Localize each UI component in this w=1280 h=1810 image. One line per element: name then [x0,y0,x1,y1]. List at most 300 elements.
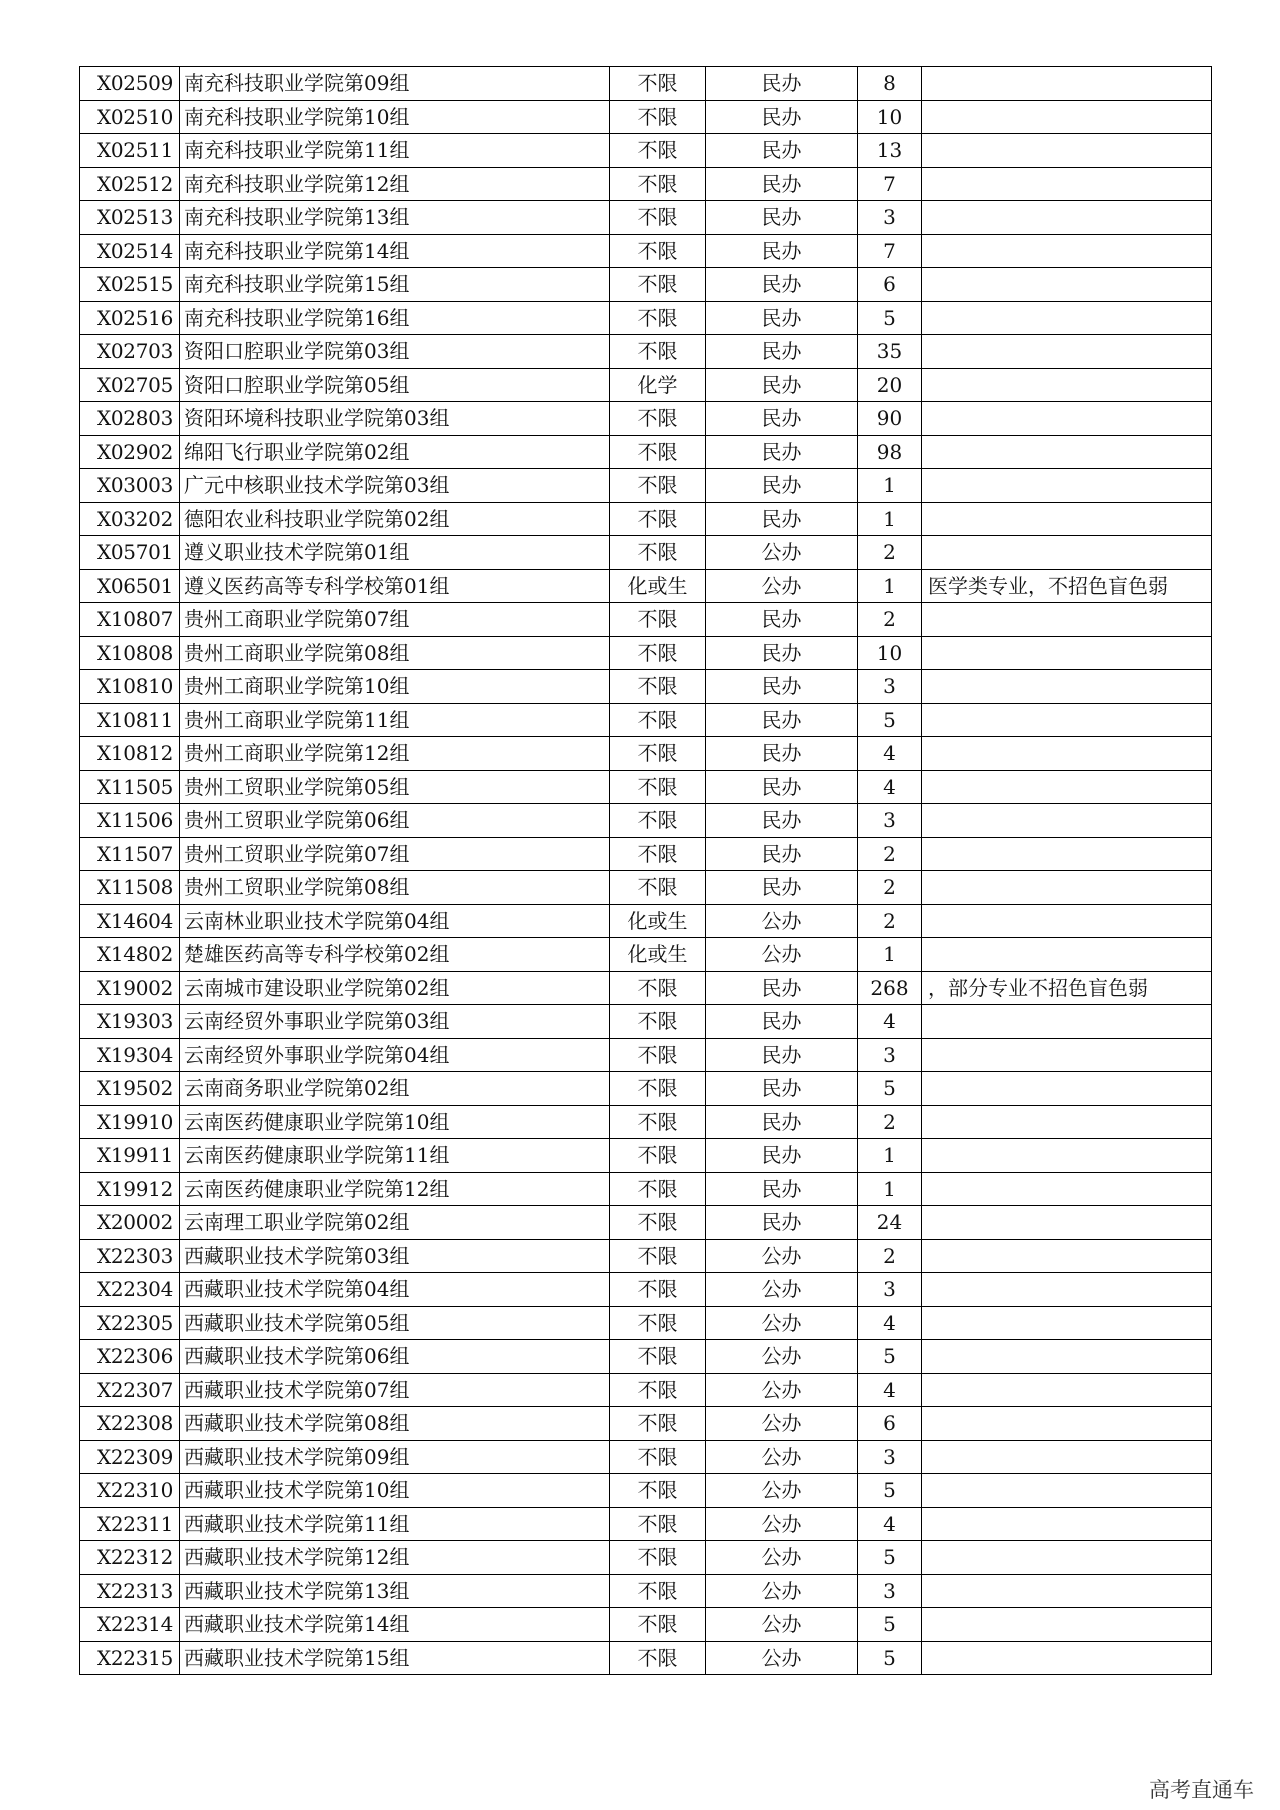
table-row [80,703,1212,737]
table-row [80,268,1212,302]
subject-requirement-cell: 化或生 [610,569,706,603]
group-code-cell: X22312 [80,1541,180,1575]
table-row [80,301,1212,335]
remark-cell [922,1608,1212,1642]
subject-requirement-cell: 不限 [610,603,706,637]
school-type-cell: 民办 [706,1105,858,1139]
college-group-name-cell: 资阳口腔职业学院第05组 [180,368,610,402]
subject-requirement-cell: 不限 [610,1239,706,1273]
table-row [80,1608,1212,1642]
subject-requirement-cell: 不限 [610,335,706,369]
subject-requirement-cell: 不限 [610,837,706,871]
school-type-cell: 民办 [706,167,858,201]
plan-count-cell: 4 [858,1373,922,1407]
college-group-name-cell: 云南经贸外事职业学院第03组 [180,1005,610,1039]
school-type-cell: 民办 [706,1038,858,1072]
remark-cell [922,301,1212,335]
school-type-cell: 民办 [706,234,858,268]
subject-requirement-cell: 不限 [610,1172,706,1206]
college-group-name-cell: 广元中核职业技术学院第03组 [180,469,610,503]
remark-cell [922,770,1212,804]
subject-requirement-cell: 不限 [610,1574,706,1608]
table-row [80,1641,1212,1675]
group-code-cell: X22315 [80,1641,180,1675]
subject-requirement-cell: 不限 [610,1340,706,1374]
remark-cell [922,1172,1212,1206]
group-code-cell: X11506 [80,804,180,838]
school-type-cell: 公办 [706,1507,858,1541]
plan-count-cell: 2 [858,1239,922,1273]
plan-count-cell: 6 [858,268,922,302]
college-group-name-cell: 西藏职业技术学院第04组 [180,1273,610,1307]
school-type-cell: 公办 [706,1541,858,1575]
school-type-cell: 民办 [706,804,858,838]
plan-count-cell: 5 [858,1340,922,1374]
school-type-cell: 民办 [706,502,858,536]
table-row [80,837,1212,871]
table-row [80,167,1212,201]
subject-requirement-cell: 不限 [610,1373,706,1407]
remark-cell [922,1507,1212,1541]
group-code-cell: X22304 [80,1273,180,1307]
table-row [80,603,1212,637]
remark-cell [922,837,1212,871]
school-type-cell: 民办 [706,67,858,101]
group-code-cell: X10811 [80,703,180,737]
plan-count-cell: 5 [858,1641,922,1675]
subject-requirement-cell: 化学 [610,368,706,402]
plan-count-cell: 5 [858,301,922,335]
college-group-name-cell: 贵州工商职业学院第08组 [180,636,610,670]
table-row [80,67,1212,101]
college-group-name-cell: 南充科技职业学院第12组 [180,167,610,201]
group-code-cell: X11505 [80,770,180,804]
remark-cell [922,402,1212,436]
college-group-name-cell: 南充科技职业学院第14组 [180,234,610,268]
school-type-cell: 民办 [706,335,858,369]
subject-requirement-cell: 不限 [610,1072,706,1106]
table-row [80,770,1212,804]
remark-cell [922,234,1212,268]
college-group-name-cell: 资阳环境科技职业学院第03组 [180,402,610,436]
remark-cell [922,871,1212,905]
subject-requirement-cell: 不限 [610,1306,706,1340]
college-group-name-cell: 西藏职业技术学院第03组 [180,1239,610,1273]
remark-cell [922,737,1212,771]
college-group-name-cell: 南充科技职业学院第15组 [180,268,610,302]
school-type-cell: 民办 [706,636,858,670]
table-row [80,402,1212,436]
school-type-cell: 公办 [706,1340,858,1374]
college-group-name-cell: 云南理工职业学院第02组 [180,1206,610,1240]
college-group-name-cell: 南充科技职业学院第16组 [180,301,610,335]
college-group-name-cell: 西藏职业技术学院第15组 [180,1641,610,1675]
remark-cell [922,469,1212,503]
plan-count-cell: 6 [858,1407,922,1441]
table-row [80,502,1212,536]
subject-requirement-cell: 不限 [610,770,706,804]
group-code-cell: X02902 [80,435,180,469]
remark-cell [922,1139,1212,1173]
school-type-cell: 民办 [706,703,858,737]
school-type-cell: 公办 [706,904,858,938]
table-row [80,1474,1212,1508]
group-code-cell: X19912 [80,1172,180,1206]
plan-count-cell: 90 [858,402,922,436]
subject-requirement-cell: 不限 [610,536,706,570]
college-group-name-cell: 德阳农业科技职业学院第02组 [180,502,610,536]
college-group-name-cell: 贵州工商职业学院第07组 [180,603,610,637]
remark-cell [922,670,1212,704]
college-group-name-cell: 贵州工商职业学院第11组 [180,703,610,737]
remark-cell [922,435,1212,469]
plan-count-cell: 10 [858,636,922,670]
school-type-cell: 公办 [706,1306,858,1340]
school-type-cell: 民办 [706,201,858,235]
plan-count-cell: 4 [858,1005,922,1039]
school-type-cell: 公办 [706,1608,858,1642]
plan-count-cell: 2 [858,536,922,570]
college-group-name-cell: 南充科技职业学院第10组 [180,100,610,134]
plan-count-cell: 2 [858,837,922,871]
plan-count-cell: 2 [858,871,922,905]
table-row [80,368,1212,402]
plan-count-cell: 3 [858,804,922,838]
subject-requirement-cell: 不限 [610,201,706,235]
group-code-cell: X11508 [80,871,180,905]
remark-cell [922,1340,1212,1374]
plan-count-cell: 4 [858,1306,922,1340]
subject-requirement-cell: 不限 [610,1440,706,1474]
subject-requirement-cell: 不限 [610,1206,706,1240]
school-type-cell: 民办 [706,1005,858,1039]
school-type-cell: 民办 [706,368,858,402]
college-group-name-cell: 西藏职业技术学院第13组 [180,1574,610,1608]
group-code-cell: X03003 [80,469,180,503]
remark-cell [922,1541,1212,1575]
table-row [80,871,1212,905]
college-group-name-cell: 云南商务职业学院第02组 [180,1072,610,1106]
table-row [80,1373,1212,1407]
school-type-cell: 公办 [706,1273,858,1307]
remark-cell [922,1373,1212,1407]
group-code-cell: X02516 [80,301,180,335]
group-code-cell: X02511 [80,134,180,168]
subject-requirement-cell: 不限 [610,100,706,134]
group-code-cell: X14604 [80,904,180,938]
plan-count-cell: 98 [858,435,922,469]
remark-cell [922,1641,1212,1675]
subject-requirement-cell: 不限 [610,469,706,503]
remark-cell [922,904,1212,938]
remark-cell [922,1574,1212,1608]
plan-count-cell: 3 [858,1038,922,1072]
plan-count-cell: 7 [858,234,922,268]
plan-count-cell: 3 [858,1440,922,1474]
group-code-cell: X22311 [80,1507,180,1541]
school-type-cell: 公办 [706,1641,858,1675]
subject-requirement-cell: 不限 [610,871,706,905]
school-type-cell: 民办 [706,603,858,637]
table-row [80,1507,1212,1541]
remark-cell [922,335,1212,369]
school-type-cell: 民办 [706,1172,858,1206]
plan-count-cell: 5 [858,1608,922,1642]
group-code-cell: X22310 [80,1474,180,1508]
plan-count-cell: 2 [858,603,922,637]
school-type-cell: 公办 [706,569,858,603]
subject-requirement-cell: 不限 [610,971,706,1005]
subject-requirement-cell: 不限 [610,737,706,771]
table-row [80,536,1212,570]
school-type-cell: 民办 [706,737,858,771]
group-code-cell: X19911 [80,1139,180,1173]
remark-cell [922,636,1212,670]
group-code-cell: X10810 [80,670,180,704]
remark-cell [922,1306,1212,1340]
subject-requirement-cell: 不限 [610,636,706,670]
table-row [80,1273,1212,1307]
subject-requirement-cell: 不限 [610,167,706,201]
remark-cell [922,134,1212,168]
subject-requirement-cell: 不限 [610,67,706,101]
table-row [80,100,1212,134]
school-type-cell: 公办 [706,536,858,570]
plan-count-cell: 5 [858,1474,922,1508]
group-code-cell: X10807 [80,603,180,637]
table-row [80,1407,1212,1441]
table-row [80,670,1212,704]
plan-count-cell: 1 [858,1139,922,1173]
plan-count-cell: 4 [858,1507,922,1541]
plan-count-cell: 1 [858,569,922,603]
college-group-name-cell: 绵阳飞行职业学院第02组 [180,435,610,469]
group-code-cell: X11507 [80,837,180,871]
table-row [80,1541,1212,1575]
table-row [80,904,1212,938]
table-row [80,1139,1212,1173]
plan-count-cell: 3 [858,1273,922,1307]
group-code-cell: X02703 [80,335,180,369]
plan-count-cell: 24 [858,1206,922,1240]
remark-cell [922,703,1212,737]
remark-cell: 医学类专业，不招色盲色弱 [922,569,1212,603]
remark-cell [922,536,1212,570]
subject-requirement-cell: 不限 [610,402,706,436]
college-group-name-cell: 云南林业职业技术学院第04组 [180,904,610,938]
group-code-cell: X03202 [80,502,180,536]
college-group-name-cell: 西藏职业技术学院第08组 [180,1407,610,1441]
group-code-cell: X02513 [80,201,180,235]
college-group-name-cell: 贵州工贸职业学院第07组 [180,837,610,871]
school-type-cell: 民办 [706,435,858,469]
plan-count-cell: 20 [858,368,922,402]
group-code-cell: X02514 [80,234,180,268]
remark-cell [922,1474,1212,1508]
plan-count-cell: 1 [858,502,922,536]
remark-cell: ，部分专业不招色盲色弱 [922,971,1212,1005]
table-row [80,1072,1212,1106]
watermark-text: 高考直通车 [1149,1778,1254,1802]
college-group-name-cell: 西藏职业技术学院第06组 [180,1340,610,1374]
college-group-name-cell: 资阳口腔职业学院第03组 [180,335,610,369]
table-row [80,469,1212,503]
subject-requirement-cell: 不限 [610,670,706,704]
remark-cell [922,67,1212,101]
group-code-cell: X22307 [80,1373,180,1407]
group-code-cell: X22309 [80,1440,180,1474]
college-group-name-cell: 西藏职业技术学院第14组 [180,1608,610,1642]
school-type-cell: 公办 [706,1239,858,1273]
table-row [80,1574,1212,1608]
remark-cell [922,1072,1212,1106]
table-row [80,1306,1212,1340]
college-group-name-cell: 西藏职业技术学院第07组 [180,1373,610,1407]
subject-requirement-cell: 不限 [610,1407,706,1441]
plan-count-cell: 1 [858,1172,922,1206]
group-code-cell: X22303 [80,1239,180,1273]
school-type-cell: 民办 [706,301,858,335]
table-row [80,1239,1212,1273]
plan-count-cell: 2 [858,904,922,938]
school-type-cell: 公办 [706,1474,858,1508]
group-code-cell: X22308 [80,1407,180,1441]
subject-requirement-cell: 不限 [610,435,706,469]
remark-cell [922,1105,1212,1139]
college-group-name-cell: 西藏职业技术学院第05组 [180,1306,610,1340]
group-code-cell: X19303 [80,1005,180,1039]
school-type-cell: 公办 [706,1407,858,1441]
school-type-cell: 民办 [706,670,858,704]
group-code-cell: X02512 [80,167,180,201]
group-code-cell: X19002 [80,971,180,1005]
school-type-cell: 民办 [706,1072,858,1106]
subject-requirement-cell: 不限 [610,234,706,268]
plan-count-cell: 3 [858,1574,922,1608]
school-type-cell: 民办 [706,1206,858,1240]
remark-cell [922,1206,1212,1240]
table-row [80,804,1212,838]
remark-cell [922,1005,1212,1039]
table-body [80,67,1212,1675]
group-code-cell: X14802 [80,938,180,972]
school-type-cell: 公办 [706,1574,858,1608]
group-code-cell: X02803 [80,402,180,436]
school-type-cell: 民办 [706,268,858,302]
remark-cell [922,938,1212,972]
remark-cell [922,268,1212,302]
table-row [80,234,1212,268]
group-code-cell: X02515 [80,268,180,302]
group-code-cell: X22305 [80,1306,180,1340]
group-code-cell: X06501 [80,569,180,603]
college-group-name-cell: 西藏职业技术学院第09组 [180,1440,610,1474]
remark-cell [922,804,1212,838]
remark-cell [922,502,1212,536]
subject-requirement-cell: 不限 [610,1273,706,1307]
college-group-name-cell: 西藏职业技术学院第11组 [180,1507,610,1541]
table-row [80,636,1212,670]
remark-cell [922,1273,1212,1307]
table-row [80,1206,1212,1240]
table-row [80,1440,1212,1474]
college-group-name-cell: 贵州工商职业学院第10组 [180,670,610,704]
college-group-name-cell: 遵义医药高等专科学校第01组 [180,569,610,603]
plan-count-cell: 4 [858,737,922,771]
college-group-name-cell: 南充科技职业学院第13组 [180,201,610,235]
enrollment-table [79,66,1212,1675]
group-code-cell: X02510 [80,100,180,134]
school-type-cell: 民办 [706,871,858,905]
subject-requirement-cell: 不限 [610,1105,706,1139]
college-group-name-cell: 云南经贸外事职业学院第04组 [180,1038,610,1072]
group-code-cell: X22313 [80,1574,180,1608]
college-group-name-cell: 云南医药健康职业学院第11组 [180,1139,610,1173]
college-group-name-cell: 南充科技职业学院第11组 [180,134,610,168]
table-row [80,134,1212,168]
plan-count-cell: 35 [858,335,922,369]
college-group-name-cell: 贵州工贸职业学院第06组 [180,804,610,838]
group-code-cell: X10812 [80,737,180,771]
college-group-name-cell: 云南城市建设职业学院第02组 [180,971,610,1005]
college-group-name-cell: 贵州工商职业学院第12组 [180,737,610,771]
plan-count-cell: 2 [858,1105,922,1139]
remark-cell [922,603,1212,637]
school-type-cell: 民办 [706,837,858,871]
remark-cell [922,1239,1212,1273]
plan-count-cell: 8 [858,67,922,101]
remark-cell [922,167,1212,201]
remark-cell [922,368,1212,402]
school-type-cell: 民办 [706,469,858,503]
subject-requirement-cell: 不限 [610,804,706,838]
plan-count-cell: 5 [858,1541,922,1575]
group-code-cell: X10808 [80,636,180,670]
college-group-name-cell: 西藏职业技术学院第10组 [180,1474,610,1508]
plan-count-cell: 10 [858,100,922,134]
subject-requirement-cell: 不限 [610,703,706,737]
table-row [80,971,1212,1005]
group-code-cell: X05701 [80,536,180,570]
subject-requirement-cell: 化或生 [610,938,706,972]
plan-count-cell: 4 [858,770,922,804]
college-group-name-cell: 南充科技职业学院第09组 [180,67,610,101]
subject-requirement-cell: 不限 [610,1474,706,1508]
table-row [80,201,1212,235]
school-type-cell: 公办 [706,1373,858,1407]
plan-count-cell: 1 [858,938,922,972]
subject-requirement-cell: 不限 [610,1641,706,1675]
remark-cell [922,1440,1212,1474]
school-type-cell: 民办 [706,134,858,168]
subject-requirement-cell: 不限 [610,502,706,536]
remark-cell [922,1407,1212,1441]
table-row [80,1172,1212,1206]
subject-requirement-cell: 化或生 [610,904,706,938]
plan-count-cell: 5 [858,703,922,737]
college-group-name-cell: 贵州工贸职业学院第08组 [180,871,610,905]
subject-requirement-cell: 不限 [610,301,706,335]
school-type-cell: 民办 [706,1139,858,1173]
subject-requirement-cell: 不限 [610,268,706,302]
school-type-cell: 民办 [706,402,858,436]
table-row [80,569,1212,603]
subject-requirement-cell: 不限 [610,1139,706,1173]
college-group-name-cell: 云南医药健康职业学院第10组 [180,1105,610,1139]
subject-requirement-cell: 不限 [610,1005,706,1039]
group-code-cell: X19304 [80,1038,180,1072]
group-code-cell: X22314 [80,1608,180,1642]
